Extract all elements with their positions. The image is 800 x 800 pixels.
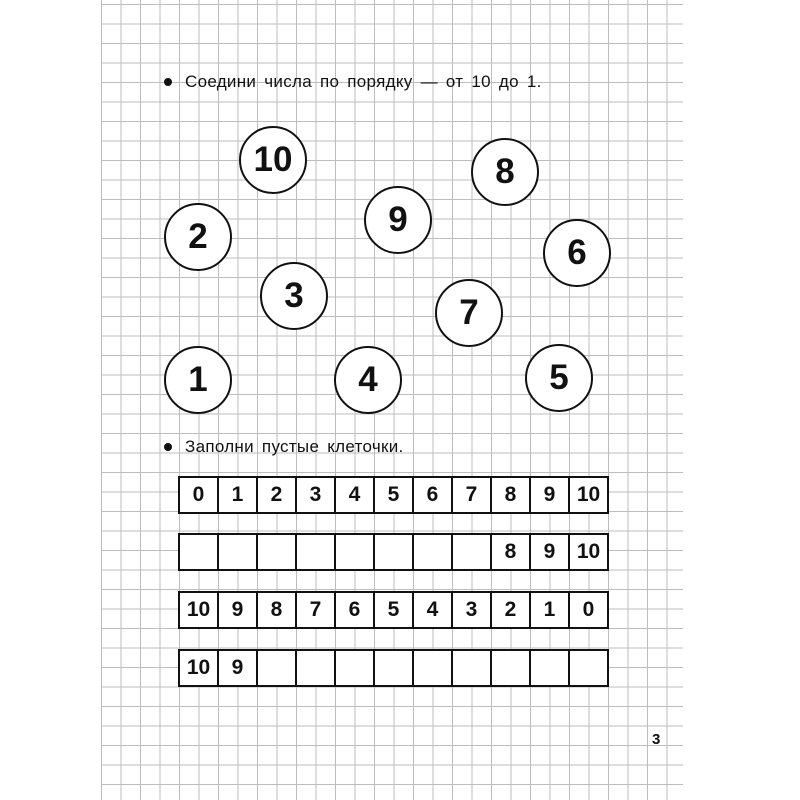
empty-cell[interactable] xyxy=(295,651,334,685)
empty-cell[interactable] xyxy=(490,651,529,685)
task-text: Соедини числа по порядку — от 10 до 1. xyxy=(185,72,542,91)
number-cell: 4 xyxy=(412,593,451,627)
empty-cell[interactable] xyxy=(180,535,217,569)
number-row-4 xyxy=(178,649,609,687)
task-text: Заполни пустые клеточки. xyxy=(185,437,404,456)
number-circle-4[interactable]: 4 xyxy=(334,346,402,414)
empty-cell[interactable] xyxy=(256,651,295,685)
empty-cell[interactable] xyxy=(373,535,412,569)
number-circle-9[interactable]: 9 xyxy=(364,186,432,254)
number-circle-6[interactable]: 6 xyxy=(543,219,611,287)
number-cell: 6 xyxy=(334,593,373,627)
number-circle-2[interactable]: 2 xyxy=(164,203,232,271)
number-row-2 xyxy=(178,533,609,571)
empty-cell[interactable] xyxy=(256,535,295,569)
task-instruction-fill xyxy=(164,437,404,457)
empty-cell[interactable] xyxy=(568,651,607,685)
empty-cell[interactable] xyxy=(334,651,373,685)
empty-cell[interactable] xyxy=(217,535,256,569)
empty-cell[interactable] xyxy=(295,535,334,569)
number-circle-3[interactable]: 3 xyxy=(260,262,328,330)
number-cell: 2 xyxy=(256,478,295,512)
number-cell: 10 xyxy=(186,656,211,679)
number-cell: 3 xyxy=(451,593,490,627)
number-circle-7[interactable]: 7 xyxy=(435,279,503,347)
task-instruction-connect xyxy=(164,72,542,92)
number-cell: 1 xyxy=(217,478,256,512)
number-cell: 9 xyxy=(529,478,568,512)
number-cell: 5 xyxy=(373,478,412,512)
empty-cell[interactable] xyxy=(412,535,451,569)
number-circle-10[interactable]: 10 xyxy=(239,126,307,194)
empty-cell[interactable] xyxy=(373,651,412,685)
number-cell: 10 xyxy=(568,535,607,569)
number-cell: 6 xyxy=(412,478,451,512)
empty-cell[interactable] xyxy=(529,651,568,685)
number-cell: 9 xyxy=(217,651,256,685)
number-row-3 xyxy=(178,591,609,629)
number-cell: 1 xyxy=(529,593,568,627)
number-cell: 2 xyxy=(490,593,529,627)
number-row-1 xyxy=(178,476,609,514)
empty-cell[interactable] xyxy=(334,535,373,569)
bullet-icon xyxy=(164,443,172,451)
number-circle-1[interactable]: 1 xyxy=(164,346,232,414)
number-cell: 9 xyxy=(217,593,256,627)
number-cell: 4 xyxy=(334,478,373,512)
number-cell: 10 xyxy=(568,478,607,512)
number-cell: 0 xyxy=(192,483,205,506)
number-cell: 7 xyxy=(451,478,490,512)
bullet-icon xyxy=(164,78,172,86)
number-circle-5[interactable]: 5 xyxy=(525,344,593,412)
empty-cell[interactable] xyxy=(412,651,451,685)
number-cell: 8 xyxy=(490,535,529,569)
page-number: 3 xyxy=(652,731,661,748)
number-cell: 10 xyxy=(186,598,211,621)
number-cell: 8 xyxy=(490,478,529,512)
number-cell: 9 xyxy=(529,535,568,569)
empty-cell[interactable] xyxy=(451,535,490,569)
number-cell: 7 xyxy=(295,593,334,627)
empty-cell[interactable] xyxy=(451,651,490,685)
number-cell: 5 xyxy=(373,593,412,627)
number-cell: 0 xyxy=(568,593,607,627)
number-circle-8[interactable]: 8 xyxy=(471,138,539,206)
number-cell: 3 xyxy=(295,478,334,512)
number-cell: 8 xyxy=(256,593,295,627)
